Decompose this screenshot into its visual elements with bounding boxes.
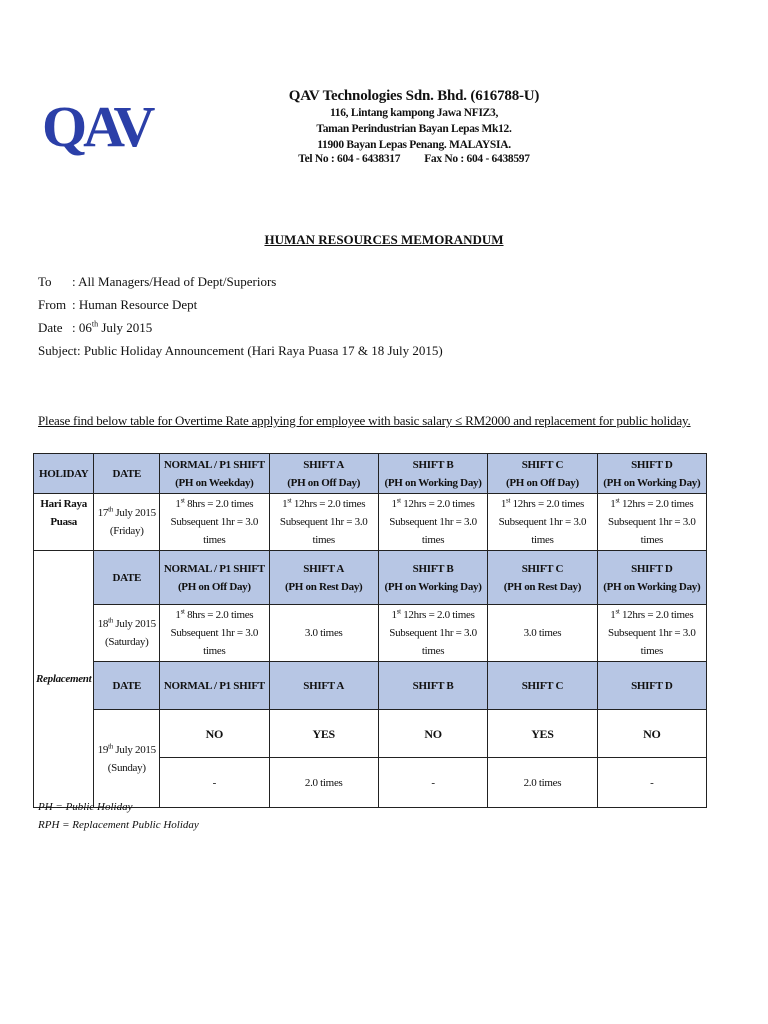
rate-rest: 12hrs = 2.0 times xyxy=(619,609,694,621)
from-row xyxy=(38,293,443,316)
shift-header-c xyxy=(488,551,597,605)
date-rest: July 2015 xyxy=(112,618,156,630)
footnote: PH = Public Holiday xyxy=(38,801,133,813)
header-line: (PH on Working Day) xyxy=(603,476,701,489)
rate-cell xyxy=(488,494,597,551)
memo-title: HUMAN RESOURCES MEMORANDUM xyxy=(264,232,504,247)
rate-num: 1 xyxy=(175,609,181,621)
shift-header-c: SHIFT C xyxy=(488,662,597,710)
rate-subsequent: Subsequent 1hr = 3.0 times xyxy=(608,627,696,657)
day-of-week: (Saturday) xyxy=(105,636,149,648)
subject-row: Subject: Public Holiday Announcement (Hari Raya Puasa 17 & 18 July 2015) xyxy=(38,343,443,358)
footnote: RPH = Replacement Public Holiday xyxy=(38,819,199,831)
company-letterhead xyxy=(0,88,768,165)
table-row xyxy=(34,551,707,605)
date-value-prefix: : 06 xyxy=(72,320,92,335)
rate-cell xyxy=(160,494,269,551)
rate-num: 1 xyxy=(391,609,397,621)
replacement-yesno: NO xyxy=(597,710,706,758)
header-line: SHIFT D xyxy=(631,458,673,471)
rate-sup: st xyxy=(287,496,292,505)
date-value-sup: th xyxy=(91,319,99,329)
replacement-yesno: YES xyxy=(488,710,597,758)
rate-line xyxy=(381,606,485,624)
rate-rest: 8hrs = 2.0 times xyxy=(184,609,254,621)
header-line: (PH on Rest Day) xyxy=(285,580,363,593)
date-cell-18 xyxy=(94,605,160,662)
replacement-rate: - xyxy=(597,758,706,808)
rate-rest: 12hrs = 2.0 times xyxy=(291,498,366,510)
rate-num: 1 xyxy=(610,609,616,621)
holiday-header: HOLIDAY xyxy=(34,454,94,494)
date-rest: July 2015 xyxy=(112,743,156,756)
shift-header-normal xyxy=(160,551,269,605)
date-num: 19 xyxy=(97,743,109,756)
replacement-rate: 2.0 times xyxy=(488,758,597,808)
to-row xyxy=(38,270,443,293)
header-line: (PH on Working Day) xyxy=(384,580,482,593)
shift-header-normal xyxy=(160,454,269,494)
company-contact xyxy=(60,153,768,165)
date-cell-19 xyxy=(94,710,160,808)
from-label: From xyxy=(38,297,67,312)
shift-header-d xyxy=(597,454,706,494)
rate-subsequent: Subsequent 1hr = 3.0 times xyxy=(170,627,259,657)
company-address-line-2: Taman Perindustrian Bayan Lepas Mk12. xyxy=(316,123,512,135)
holiday-name: Hari Raya Puasa xyxy=(34,494,94,551)
header-line: SHIFT B xyxy=(412,562,454,575)
replacement-yesno: NO xyxy=(160,710,269,758)
date-num: 18 xyxy=(97,618,109,630)
date-sup: th xyxy=(108,505,113,514)
rate-subsequent: Subsequent 1hr = 3.0 times xyxy=(608,516,696,546)
rate-subsequent: Subsequent 1hr = 3.0 times xyxy=(389,627,477,657)
replacement-rate: - xyxy=(378,758,487,808)
table-row xyxy=(34,710,707,758)
rate-cell xyxy=(378,605,487,662)
company-fax: Fax No : 604 - 6438597 xyxy=(424,153,530,165)
shift-header-a xyxy=(269,454,378,494)
company-tel: Tel No : 604 - 6438317 xyxy=(298,153,401,165)
replacement-yesno: YES xyxy=(269,710,378,758)
shift-header-b: SHIFT B xyxy=(378,662,487,710)
rate-subsequent: Subsequent 1hr = 3.0 times xyxy=(170,516,259,546)
rate-cell xyxy=(597,605,706,662)
date-label: Date xyxy=(38,320,63,335)
date-cell-17 xyxy=(94,494,160,551)
rate-line xyxy=(162,606,266,624)
header-line: NORMAL / P1 SHIFT xyxy=(163,458,265,471)
replacement-label: Replacement xyxy=(34,551,94,808)
rate-line xyxy=(162,495,266,513)
from-value: : Human Resource Dept xyxy=(72,297,198,312)
header-line: (PH on Weekday) xyxy=(175,476,254,489)
header-line: SHIFT A xyxy=(303,458,345,471)
company-name: QAV Technologies Sdn. Bhd. (616788-U) xyxy=(288,88,540,104)
memo-header xyxy=(38,270,443,362)
rate-sup: st xyxy=(180,607,185,616)
header-line: SHIFT D xyxy=(631,562,673,575)
date-line xyxy=(96,615,157,633)
rate-sup: st xyxy=(396,496,401,505)
header-line: NORMAL / P1 SHIFT xyxy=(163,562,265,575)
footnotes xyxy=(38,798,199,834)
rate-rest: 12hrs = 2.0 times xyxy=(619,498,694,510)
rate-num: 1 xyxy=(500,498,507,510)
rate-cell xyxy=(597,494,706,551)
rate-rest: 12hrs = 2.0 times xyxy=(510,498,584,510)
header-line: SHIFT A xyxy=(303,562,345,575)
rate-line xyxy=(600,606,704,624)
rate-cell: 3.0 times xyxy=(269,605,378,662)
table-row xyxy=(34,454,707,494)
shift-header-b xyxy=(378,454,487,494)
replacement-yesno: NO xyxy=(378,710,487,758)
table-row xyxy=(34,605,707,662)
date-header: DATE xyxy=(94,662,160,710)
rate-subsequent: Subsequent 1hr = 3.0 times xyxy=(279,516,368,546)
rate-cell: 3.0 times xyxy=(488,605,597,662)
rate-subsequent: Subsequent 1hr = 3.0 times xyxy=(389,516,477,546)
header-line: SHIFT C xyxy=(521,562,564,575)
date-line xyxy=(96,504,157,522)
header-line: (PH on Working Day) xyxy=(603,580,701,593)
rate-line xyxy=(490,495,594,513)
date-sup: th xyxy=(108,741,113,750)
shift-header-a: SHIFT A xyxy=(269,662,378,710)
company-address-line-3: 11900 Bayan Lepas Penang. MALAYSIA. xyxy=(317,139,511,151)
header-line: SHIFT B xyxy=(412,458,454,471)
date-num: 17 xyxy=(97,507,109,519)
shift-header-normal: NORMAL / P1 SHIFT xyxy=(160,662,269,710)
rate-sup: st xyxy=(615,607,620,616)
shift-header-d: SHIFT D xyxy=(597,662,706,710)
rate-rest: 12hrs = 2.0 times xyxy=(400,498,475,510)
rate-num: 1 xyxy=(175,498,181,510)
shift-header-c xyxy=(488,454,597,494)
shift-header-b xyxy=(378,551,487,605)
rate-num: 1 xyxy=(391,498,397,510)
to-label: To xyxy=(38,274,52,289)
table-row xyxy=(34,662,707,710)
rate-num: 1 xyxy=(610,498,616,510)
intro-text: Please find below table for Overtime Rate applying for employee with basic salary ≤ RM2000 and replacement for public holiday. xyxy=(38,413,691,428)
header-line: (PH on Off Day) xyxy=(506,476,579,489)
rate-sup: st xyxy=(180,496,185,505)
rate-sup: st xyxy=(506,496,511,505)
rate-line xyxy=(272,495,376,513)
table-row xyxy=(34,494,707,551)
rate-sup: st xyxy=(396,607,401,616)
replacement-rate: - xyxy=(160,758,269,808)
header-line: SHIFT C xyxy=(521,458,564,471)
day-of-week: (Sunday) xyxy=(107,761,146,774)
date-header: DATE xyxy=(94,551,160,605)
rate-sup: st xyxy=(615,496,620,505)
rate-num: 1 xyxy=(282,498,288,510)
date-line xyxy=(96,741,157,759)
rate-cell xyxy=(160,605,269,662)
header-line: (PH on Off Day) xyxy=(177,580,251,593)
date-sup: th xyxy=(108,616,113,625)
overtime-rate-table xyxy=(33,453,707,808)
company-address-line-1: 116, Lintang kampong Jawa NFIZ3, xyxy=(329,107,499,119)
rate-line xyxy=(600,495,704,513)
rate-rest: 8hrs = 2.0 times xyxy=(184,498,254,510)
day-of-week: (Friday) xyxy=(109,525,144,537)
header-line: (PH on Off Day) xyxy=(287,476,361,489)
date-row xyxy=(38,316,443,339)
replacement-rate: 2.0 times xyxy=(269,758,378,808)
to-value: : All Managers/Head of Dept/Superiors xyxy=(72,274,277,289)
header-line: (PH on Rest Day) xyxy=(503,580,582,593)
rate-cell xyxy=(378,494,487,551)
svg-text:QAV: QAV xyxy=(42,94,152,159)
date-rest: July 2015 xyxy=(112,507,156,519)
shift-header-a xyxy=(269,551,378,605)
shift-header-d xyxy=(597,551,706,605)
header-line: (PH on Working Day) xyxy=(384,476,482,489)
rate-line xyxy=(381,495,485,513)
rate-rest: 12hrs = 2.0 times xyxy=(400,609,475,621)
date-header: DATE xyxy=(94,454,160,494)
rate-subsequent: Subsequent 1hr = 3.0 times xyxy=(498,516,587,546)
date-value-suffix: July 2015 xyxy=(98,320,153,335)
rate-cell xyxy=(269,494,378,551)
